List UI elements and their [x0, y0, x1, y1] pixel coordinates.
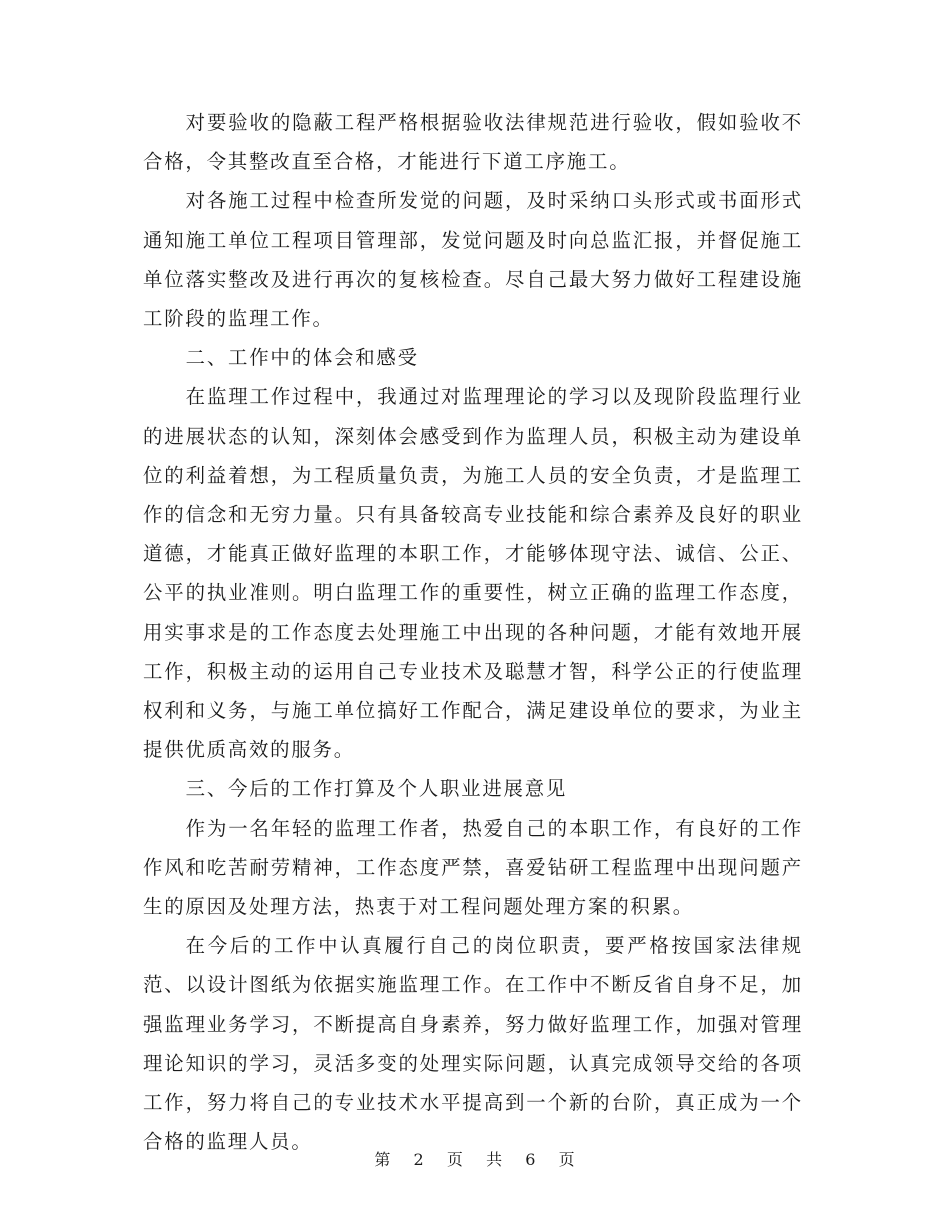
document-body [143, 103, 803, 1161]
footer-current-page: 2 [413, 1150, 425, 1169]
page-footer [0, 1147, 950, 1170]
footer-suffix: 页 [558, 1150, 576, 1169]
section-heading-2: 二、工作中的体会和感受 [185, 346, 419, 370]
paragraph-1: 对要验收的隐蔽工程严格根据验收法律规范进行验收，假如验收不合格，令其整改直至合格，才能进行下道工序施工。 [143, 111, 803, 174]
paragraph-4: 作为一名年轻的监理工作者，热爱自己的本职工作，有良好的工作作风和吃苦耐劳精神，工作态度严禁，喜爱钻研工程监理中出现问题产生的原因及处理方法，热衷于对工程问题处理方案的积累。 [143, 816, 803, 919]
footer-prefix: 第 [374, 1150, 392, 1169]
section-heading-3: 三、今后的工作打算及个人职业进展意见 [185, 777, 568, 801]
footer-total-pages: 6 [525, 1150, 537, 1169]
footer-page-word: 页 [446, 1150, 464, 1169]
footer-total-word: 共 [486, 1150, 504, 1169]
paragraph-2: 对各施工过程中检查所发觉的问题，及时采纳口头形式或书面形式通知施工单位工程项目管理部，发觉问题及时向总监汇报，并督促施工单位落实整改及进行再次的复核检查。尽自己最大努力做好工程建设施工阶段的监理工作。 [143, 189, 803, 331]
paragraph-3: 在监理工作过程中，我通过对监理理论的学习以及现阶段监理行业的进展状态的认知，深刻体会感受到作为监理人员，积极主动为建设单位的利益着想，为工程质量负责，为施工人员的安全负责，才是监理工作的信念和无穷力量。只有具备较高专业技能和综合素养及良好的职业道德，才能真正做好监理的本职工作，才能够体现守法、诚信、公正、公平的执业准则。明白监理工作的重要性，树立正确的监理工作态度，用实事求是的工作态度去处理施工中出现的各种问题，才能有效地开展工作，积极主动的运用自己专业技术及聪慧才智，科学公正的行使监理权利和义务，与施工单位搞好工作配合，满足建设单位的要求，为业主提供优质高效的服务。 [143, 385, 803, 762]
paragraph-5: 在今后的工作中认真履行自己的岗位职责，要严格按国家法律规范、以设计图纸为依据实施监理工作。在工作中不断反省自身不足，加强监理业务学习，不断提高自身素养，努力做好监理工作，加强对管理理论知识的学习，灵活多变的处理实际问题，认真完成领导交给的各项工作，努力将自己的专业技术水平提高到一个新的台阶，真正成为一个合格的监理人员。 [143, 934, 803, 1154]
